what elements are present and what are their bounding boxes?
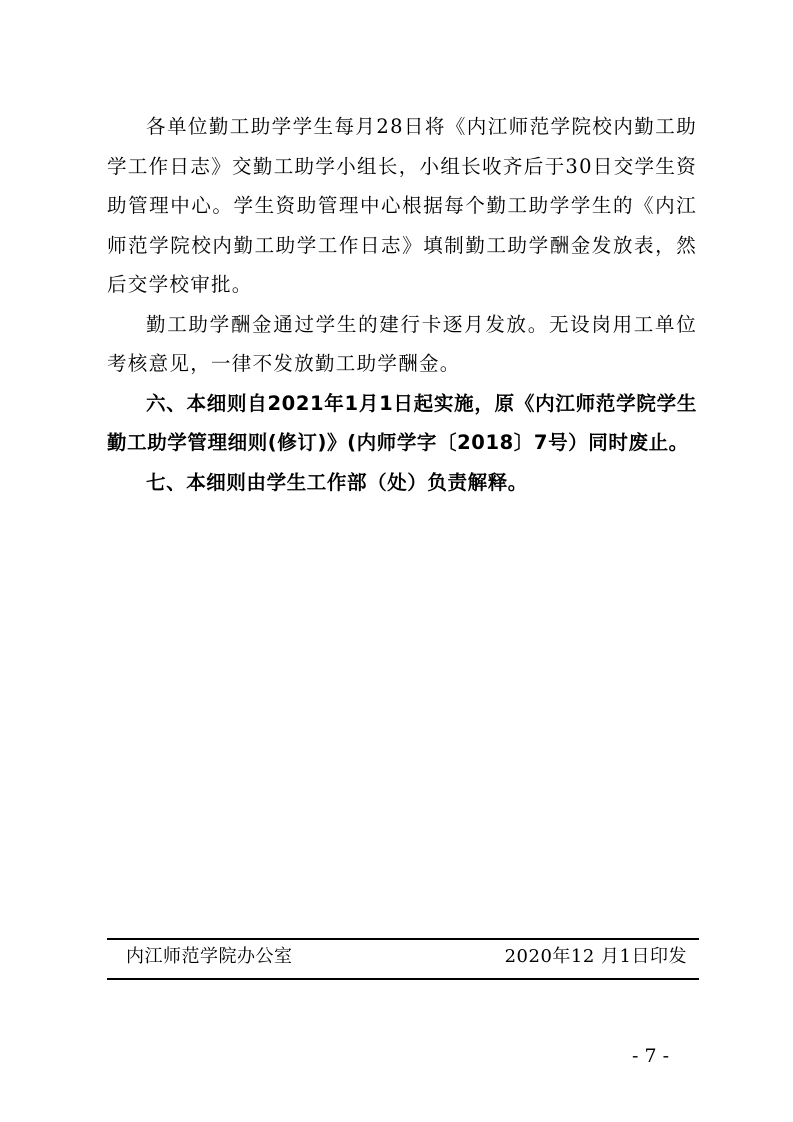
paragraph-stipend-payment: 勤工助学酬金通过学生的建行卡逐月发放。无设岗用工单位考核意见，一律不发放勤工助学酬金。	[107, 312, 697, 375]
article-seven-interpretation: 七、本细则由学生工作部（处）负责解释。	[146, 470, 528, 494]
article-six-effective-date: 六、本细则自2021年1月1日起实施，原《内江师范学院学生勤工助学管理细则(修订)》(内师学字〔2018〕7号）同时废止。	[107, 391, 697, 454]
footer-bottom-rule	[107, 978, 699, 980]
document-body	[107, 107, 697, 502]
footer-issuer: 内江师范学院办公室	[126, 946, 293, 967]
footer-top-rule	[107, 938, 699, 940]
paragraph-stipend-log-submission: 各单位勤工助学学生每月28日将《内江师范学院校内勤工助学工作日志》交勤工助学小组长，小组长收齐后于30日交学生资助管理中心。学生资助管理中心根据每个勤工助学学生的《内江师范学院校内勤工助学工作日志》填制勤工助学酬金发放表，然后交学校审批。	[107, 115, 697, 296]
footer-issue-date: 2020年12 月1日印发	[504, 946, 687, 967]
page-number: - 7 -	[631, 1045, 669, 1067]
